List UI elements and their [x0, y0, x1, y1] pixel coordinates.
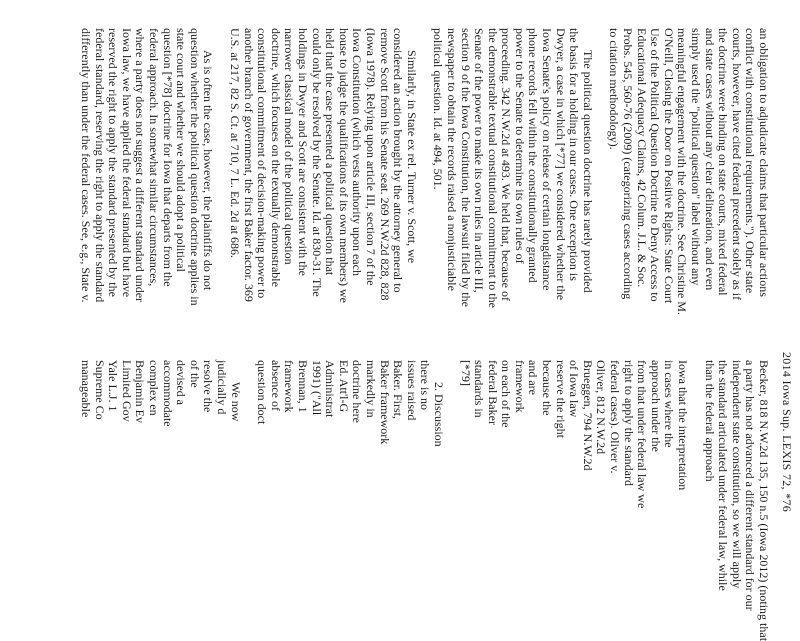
text-line: federal standard, reserving the right to apply the standard	[92, 28, 107, 303]
text-line: manageable	[79, 360, 94, 418]
text-line: where a party does not suggest a different standard under	[133, 28, 148, 303]
right-paragraph	[458, 338, 689, 616]
text-line: phone records fell within the constitutionally granted	[526, 28, 541, 283]
text-line: Educational Adequacy Claims, 42 Colum. J.L. & Soc.	[634, 28, 649, 288]
text-line: issues raised	[404, 360, 419, 421]
text-line: courts, however, have cited federal precedent solely as if	[729, 28, 744, 301]
text-line: resolve the	[201, 360, 216, 413]
text-line: and state cases without any clear delineation, and even	[702, 28, 717, 291]
text-line: of the	[187, 360, 202, 388]
text-line: Supreme Co	[92, 360, 107, 420]
text-line: because the	[540, 360, 555, 416]
text-line: question [*78] doctrine for Iowa that departs from the	[160, 28, 175, 287]
text-line: the standard articulated under federal law, while	[716, 360, 731, 591]
running-header	[778, 0, 794, 618]
text-line: reserved the right to apply the standard presented by the	[106, 28, 121, 297]
text-line: a party has not advanced a different standard for our	[743, 360, 758, 611]
text-line: independent state constitution, so we will apply	[729, 360, 744, 589]
text-line: approach under the	[648, 360, 663, 452]
text-line: from that under federal law we	[635, 360, 650, 509]
text-line: the doctrine were binding on state courts, mixed federal	[716, 28, 731, 296]
text-line: doctrine here	[350, 360, 365, 423]
text-line: section 9 of the Iowa Constitution, the lawsuit filed by the	[458, 28, 473, 307]
text-line: question doct	[255, 360, 270, 425]
text-line: held that the case presented a political question that	[323, 28, 338, 276]
rotated-document-page	[79, 0, 800, 641]
text-line: conflict with constitutional requirements."). Other state	[743, 28, 758, 294]
text-line: reserve the right	[553, 360, 568, 438]
text-line: 1991) ("All	[309, 360, 324, 416]
text-line: in cases where the	[662, 360, 677, 448]
text-line: there is no	[418, 360, 433, 410]
text-line: Dwyer, a case in which [*77] we considered whether the	[553, 28, 568, 301]
text-line: Iowa Senate's policy on release of certain longdistance	[540, 28, 555, 291]
text-line: O'Neill, Closing the Door on Positive Rights: State Court	[661, 28, 676, 304]
text-line: constitutional commitment of decision-making power to	[255, 28, 270, 299]
text-line: Ed. Att'l-G	[336, 360, 351, 413]
text-line: Brueggen, 794 N.W.2d	[580, 360, 595, 471]
body-paragraph	[79, 6, 215, 322]
header-citation: 2014 Iowa Sup. LEXIS 72, *76	[780, 352, 794, 513]
text-line: Iowa Constitution (which vests authority upon each	[350, 28, 365, 276]
text-line: Baker framework	[377, 360, 392, 445]
text-line: and are	[526, 360, 541, 395]
text-line: As is often the case, however, the plaintiffs do not	[201, 50, 216, 291]
text-line: political question. Id. at 494, 501.	[431, 28, 446, 190]
text-line: 2. Discussion	[431, 382, 446, 447]
text-line: doctrine, which focuses on the textually demonstrable	[268, 28, 283, 287]
text-line: judicially d	[215, 360, 230, 415]
text-line: absence of	[268, 360, 283, 411]
text-line: right to apply the standard	[621, 360, 636, 486]
text-line: devised a	[174, 360, 189, 405]
text-line: question whether the political question doctrine applies in	[187, 28, 202, 306]
text-line: an obligation to adjudicate claims that particular actions	[757, 28, 771, 297]
text-line: complex en	[147, 360, 162, 416]
text-line: holdings in Dwyer and Scott are consistent with the	[296, 28, 310, 276]
text-line: accommodate	[160, 360, 175, 427]
text-line: meaningful engagement with the doctrine. See Christine M.	[675, 28, 690, 315]
text-line: federal Baker	[485, 360, 500, 425]
text-line: Brennan, 1	[296, 360, 310, 413]
text-line: of Iowa law	[567, 360, 582, 418]
text-line: newspaper to obtain the records raised a nonjusticiable	[444, 28, 459, 291]
text-line: the basis for a holding in our cases. One exception is	[567, 28, 582, 281]
text-line: another branch of government, the first Baker factor. 369	[241, 28, 256, 302]
right-column	[79, 338, 771, 641]
text-line: Iowa law, we have applied the federal standard but have	[119, 28, 134, 298]
text-line: framework	[282, 360, 297, 413]
text-line: Yale L.J. 1	[106, 360, 121, 412]
body-paragraph	[431, 6, 594, 322]
text-line: Oliver, 812 N.W.2d	[594, 360, 609, 455]
text-line: framework	[512, 360, 527, 413]
right-paragraph	[255, 338, 445, 616]
text-line: state court and whether we should adopt a political	[174, 28, 189, 272]
text-line: simply used the "political question" label without any	[689, 28, 704, 286]
text-line: differently than under the federal cases. See, e.g., State v.	[79, 28, 94, 303]
text-line: proceeding. 342 N.W.2d at 493. We held that, because of	[499, 28, 514, 301]
text-line: Senate of the power to make its own rules in article III,	[472, 28, 487, 293]
text-line: [*79]	[458, 360, 473, 386]
text-line: remove Scott from his Senate seat. 269 N.W.2d 828, 828	[377, 28, 392, 301]
text-line: Probs. 545, 560-76 (2009) (categorizing cases according	[621, 28, 636, 300]
text-line: federal cases). Oliver v.	[608, 360, 623, 474]
text-line: Becker, 818 N.W.2d 135, 150 n.5 (Iowa 2012) (noting that	[757, 360, 771, 641]
text-line: to citation methodology).	[607, 28, 622, 150]
text-line: standards in	[472, 360, 487, 418]
text-line: Limited Gov	[119, 360, 134, 422]
text-line: Baker. First,	[391, 360, 406, 419]
text-line: Similarly, in State ex rel. Turner v. Scott, we	[404, 50, 419, 264]
text-line: markedly in	[363, 360, 378, 418]
text-line: Administrat	[323, 360, 338, 418]
right-paragraph	[702, 338, 771, 641]
text-line: Iowa that the interpretation	[676, 360, 691, 491]
text-line: Benjamin Ev	[133, 360, 148, 423]
text-line: house to judge the qualifications of its own members) we	[336, 28, 351, 303]
left-column	[79, 6, 771, 322]
text-line: on each of the	[499, 360, 514, 428]
text-line: federal approach. In somewhat similar circumstances,	[147, 28, 162, 287]
text-line: Use of the Political Question Doctrine to Deny Access to	[648, 28, 663, 302]
text-line: than the federal approach	[702, 360, 717, 482]
right-paragraph	[79, 338, 242, 616]
text-line: U.S. at 217, 82 S. Ct. at 710, 7 L. Ed. 2d at 686.	[228, 28, 243, 258]
body-paragraph	[607, 6, 770, 322]
text-line: (Iowa 1978). Relying upon article III, section 7 of the	[363, 28, 378, 286]
text-line: could only be resolved by the Senate. Id. at 830-31. The	[309, 28, 324, 297]
text-line: The political question doctrine has rarely provided	[580, 50, 595, 293]
text-line: the demonstrable textual constitutional commitment to the	[485, 28, 500, 308]
text-line: narrower classical model of the political question	[282, 28, 297, 265]
text-line: We now	[228, 382, 243, 422]
text-line: power to the Senate to determine its own rules of	[512, 28, 527, 264]
body-paragraph	[227, 6, 417, 322]
text-line: considered an action brought by the attorney general to	[391, 28, 406, 293]
